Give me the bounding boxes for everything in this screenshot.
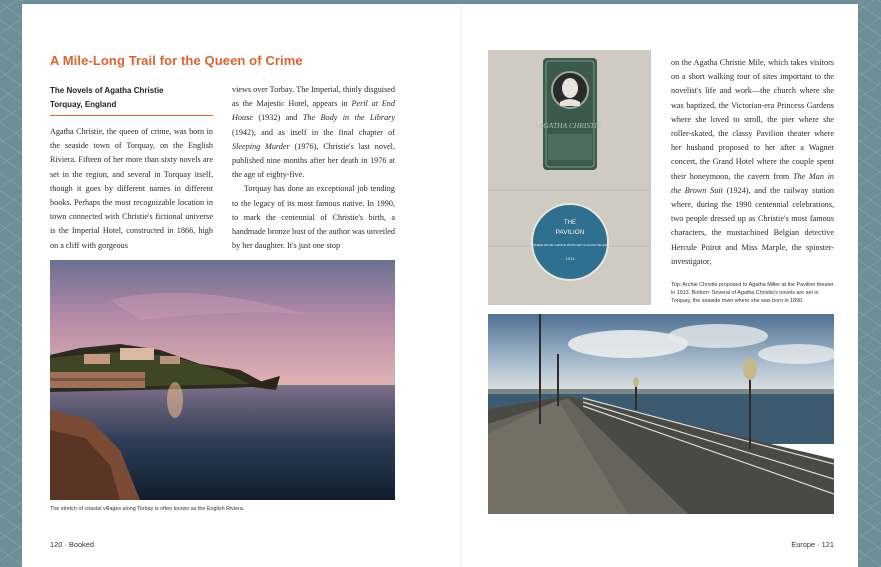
- body-paragraph: Torquay has done an exceptional job tending to the legacy of its most famous native. In 1990, to mark the centennial of Christie's birth, a handmade bronze bust of the author was unveiled by her daughter. It's just one stop: [232, 184, 395, 251]
- subhead-location: Torquay, England: [50, 100, 117, 109]
- book-title-italic: The Body in the Library: [302, 113, 395, 123]
- book-spread: [22, 4, 858, 567]
- blue-plaque-line2: PAVILION: [555, 229, 585, 236]
- text-column-3: [671, 56, 834, 269]
- plaques-photo: [488, 50, 651, 305]
- book-edge-left: [0, 0, 24, 567]
- subhead-book-title: The Novels of Agatha Christie: [50, 86, 164, 95]
- blue-plaque-line4: 1913: [565, 256, 575, 261]
- text-column-2: [232, 83, 395, 253]
- blue-plaque-line3: WHERE ARCHIE CHRISTIE PROPOSED TO AGATHA MILLER: [533, 244, 607, 247]
- pier-photo: [488, 314, 834, 514]
- body-paragraph: on the Agatha Christie Mile, which takes visitors on a short walking tour of sites important to the novelist's life and work—the church where she was baptized, the Victorian-era Princess Gardens where she loved to stroll, the pier where she roller-skated, the classy Pavilion theater where her husband proposed to her after a Wagner concert, the Grand Hotel where the couple spent their honeymoon, the cavern from The Man in the Brown Suit (1924), and the railway station where, during the 1990 centennial celebrations, two people dressed up as Christie's most famous characters, the mustachioed Belgian detective Hercule Poirot and Miss Marple, the spinster-investigator,: [671, 58, 834, 266]
- text-column-1: [50, 125, 213, 253]
- plaque-name-text: AGATHA CHRISTIE: [538, 121, 602, 130]
- page-gutter: [460, 4, 463, 567]
- article-subhead: [50, 84, 213, 116]
- book-title-italic: Peril at End House: [232, 99, 395, 123]
- torbay-coast-photo: [50, 260, 395, 500]
- plaques-photo-caption: Top: Archie Christie proposed to Agatha Miller at the Pavilion theater in 1913. Bottom: Several of Agatha Christie's novels are set in Torquay, the seaside town where she was born in 1890.: [671, 282, 834, 304]
- body-paragraph: views over Torbay. The Imperial, thinly disguised as the Majestic Hotel, appears in Peril at End House (1932) and The Body in the Library (1942), and as itself in the final chapter of Sleeping Murder (1976), Christie's last novel, published nine months after her death in 1976 at the age of eighty-five.: [232, 85, 395, 180]
- blue-plaque-line1: THE: [564, 220, 576, 226]
- torbay-photo-caption: The stretch of coastal villages along Torbay is often known as the English Riviera.: [50, 506, 245, 512]
- article-title: A Mile-Long Trail for the Queen of Crime: [50, 53, 303, 68]
- book-title-italic: The Man in the Brown Suit: [671, 171, 834, 195]
- page-number-right: Europe · 121: [791, 540, 834, 549]
- page-number-left: 120 · Booked: [50, 540, 94, 549]
- book-edge-right: [857, 0, 881, 567]
- body-paragraph: Agatha Christie, the queen of crime, was born in the seaside town of Torquay, on the English Riviera. Fifteen of her more than sixty novels are set in the region, and several in Torquay itself, though it goes by different names in different books. Perhaps the most recognizable location in town connected with Christie's fictional universe is the Imperial Hotel, constructed in 1866, high on a cliff with gorgeous: [50, 127, 213, 250]
- book-title-italic: Sleeping Murder: [232, 141, 290, 151]
